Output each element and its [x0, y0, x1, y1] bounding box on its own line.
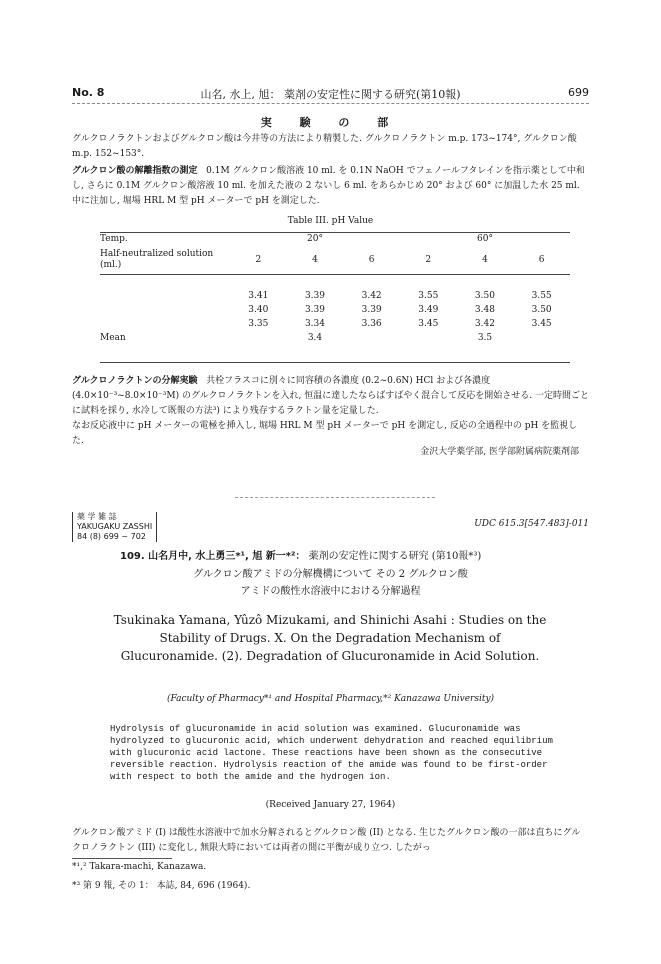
page-header — [72, 86, 589, 104]
journal-name-en: YAKUGAKU ZASSHI — [77, 522, 153, 531]
english-title: Tsukinaka Yamana, Yûzô Mizukami, and Shinichi Asahi : Studies on the Stability of Drugs. X. On the Degradation Mechanism of Glucuronamide. (2). Degradation of Glucuronamide in Acid Solution. — [113, 613, 547, 663]
solution-label: Half-neutralized solution (ml.) — [100, 248, 214, 270]
article-heading — [120, 548, 560, 565]
paragraph-text: 0.1M グルクロン酸溶液 10 ml. を 0.1N NaOH でフェノールフタレインを指示薬として中和し, さらに 0.1M グルクロン酸溶液 10 ml. を加えた液の 2 ないし 6 ml. をあらかじめ 20° および 60° に加温した水 25 ml. 中に注加し, 堀場 HRL M 型 pH メーターで pH を測定した. — [72, 166, 585, 206]
header-rule — [72, 103, 589, 104]
table-caption: Table III. pH Value — [287, 216, 374, 226]
article-title-jp — [0, 566, 661, 600]
paragraph-dissociation — [72, 164, 589, 209]
mean-label: Mean — [100, 332, 126, 343]
article-number-authors: 109. 山名月中, 水上勇三*¹, 旭 新一*²： — [120, 551, 306, 562]
journal-name-jp: 薬 学 雑 誌 — [77, 512, 117, 521]
affiliation: (Faculty of Pharmacy*¹ and Hospital Pharmacy,*² Kanazawa University) — [166, 694, 495, 704]
paragraph-heading: グルクロン酸の解離指数の測定 — [72, 166, 198, 176]
ph-cell: 3.45 — [531, 318, 552, 329]
article-separator — [235, 497, 435, 498]
table-mean-row — [100, 331, 570, 345]
table-mid-rule — [100, 274, 570, 289]
footnote-rule — [72, 858, 172, 859]
received-date: (Received January 27, 1964) — [265, 800, 396, 810]
paragraph-ph-monitor: なお反応液中に pH メーターの電極を挿入し, 堀場 HRL M 型 pH メーターで pH を測定し, 反応の全過程中の pH を監視した. — [72, 421, 578, 446]
ph-cell: 3.55 — [418, 290, 439, 301]
volume-cell: 4 — [482, 254, 488, 265]
ph-cell: 3.50 — [474, 290, 495, 301]
journal-box — [72, 512, 157, 542]
paragraph-text: 共栓フラスコに別々に同容積の各濃度 (0.2~0.6N) HCl および各濃度 (4.0×10⁻³~8.0×10⁻³M) のグルクロノラクトンを入れ, 恒温に達したならばすばやく混合して反応を開始させる. 一定時間ごとに試料を採り, 水冷して既報の方法³) により残存するラクトン量を定量した. — [72, 376, 589, 416]
ph-cell: 3.50 — [531, 304, 552, 315]
ph-cell: 3.35 — [248, 318, 269, 329]
ph-cell: 3.42 — [474, 318, 495, 329]
ph-cell: 3.42 — [361, 290, 382, 301]
paragraph-heading: グルクロノラクトンの分解実験 — [72, 376, 198, 386]
ph-cell: 3.39 — [361, 304, 382, 315]
udc-code: UDC 615.3[547.483]-011 — [474, 519, 589, 529]
volume-cell: 6 — [368, 254, 375, 265]
article-title-jp-3: アミドの酸性水溶液中における分解過程 — [240, 586, 421, 597]
ph-cell: 3.41 — [248, 290, 269, 301]
table-row — [100, 303, 570, 317]
ph-cell: 3.45 — [418, 318, 439, 329]
volume-cell: 2 — [425, 254, 432, 265]
mean-60: 3.5 — [477, 332, 493, 343]
abstract: Hydrolysis of glucuronamide in acid solution was examined. Glucuronamide was hydrolyzed to glucuronic acid, which underwent dehydration and reached equilibrium with glucuronic acid lactone. These reactions have been shown as the consecutive reversible reaction. Hydrolysis reaction of the amide was found to be first-order with respect to both the amide and the hydrogen ion. — [110, 724, 553, 782]
ph-cell: 3.39 — [304, 304, 325, 315]
institution-signature: 金沢大学薬学部, 医学部附属病院薬剤部 — [420, 447, 579, 457]
paragraph-degradation — [72, 374, 589, 419]
volume-cell: 6 — [538, 254, 545, 265]
mean-20: 3.4 — [307, 332, 323, 343]
ph-table — [100, 232, 570, 345]
table-row — [100, 289, 570, 303]
temp-label: Temp. — [100, 234, 128, 244]
section-title: 実 験 の 部 — [260, 116, 401, 129]
article-title-jp-1: 薬剤の安定性に関する研究 (第10報*³) — [308, 551, 482, 562]
table-header-row — [100, 232, 570, 246]
footnote-1: *¹,² Takara-machi, Kanazawa. — [72, 862, 207, 872]
temp-20-header: 20° — [307, 234, 323, 244]
issue-number: No. 8 — [72, 86, 105, 99]
article-title-jp-2: グルクロン酸アミドの分解機構について その 2 グルクロン酸 — [193, 569, 468, 580]
page-number: 699 — [568, 86, 589, 99]
paragraph-materials: グルクロノラクトンおよびグルクロン酸は今井等の方法により精製した. グルクロノラクトン m.p. 173~174°, グルクロン酸 m.p. 152~153°. — [72, 134, 577, 159]
ph-cell: 3.55 — [531, 290, 552, 301]
ph-cell: 3.34 — [304, 318, 325, 329]
body-text: グルクロン酸アミド (I) は酸性水溶液中で加水分解されるとグルクロン酸 (II) となる. 生じたグルクロン酸の一部は直ちにグルクロノラクトン (III) に変化し, 無限大時においては両者の間に平衡が成り立つ. したがっ — [72, 828, 581, 853]
volume-cell: 4 — [312, 254, 318, 265]
footnote-2: *³ 第 9 報, その 1： 本誌, 84, 696 (1964). — [72, 881, 251, 891]
temp-60-header: 60° — [477, 234, 493, 244]
ph-cell: 3.36 — [361, 318, 382, 329]
ph-cell: 3.40 — [248, 304, 269, 315]
ph-cell: 3.49 — [418, 304, 439, 315]
table-bottom-rule — [100, 362, 570, 363]
table-row — [100, 317, 570, 331]
journal-volume: 84 (8) 699 ~ 702 — [77, 532, 146, 541]
ph-cell: 3.39 — [304, 290, 325, 301]
running-title: 山名, 水上, 旭： 薬剤の安定性に関する研究(第10報) — [200, 88, 461, 101]
table-subheader-row — [100, 246, 570, 274]
ph-cell: 3.48 — [474, 304, 495, 315]
volume-cell: 2 — [255, 254, 262, 265]
